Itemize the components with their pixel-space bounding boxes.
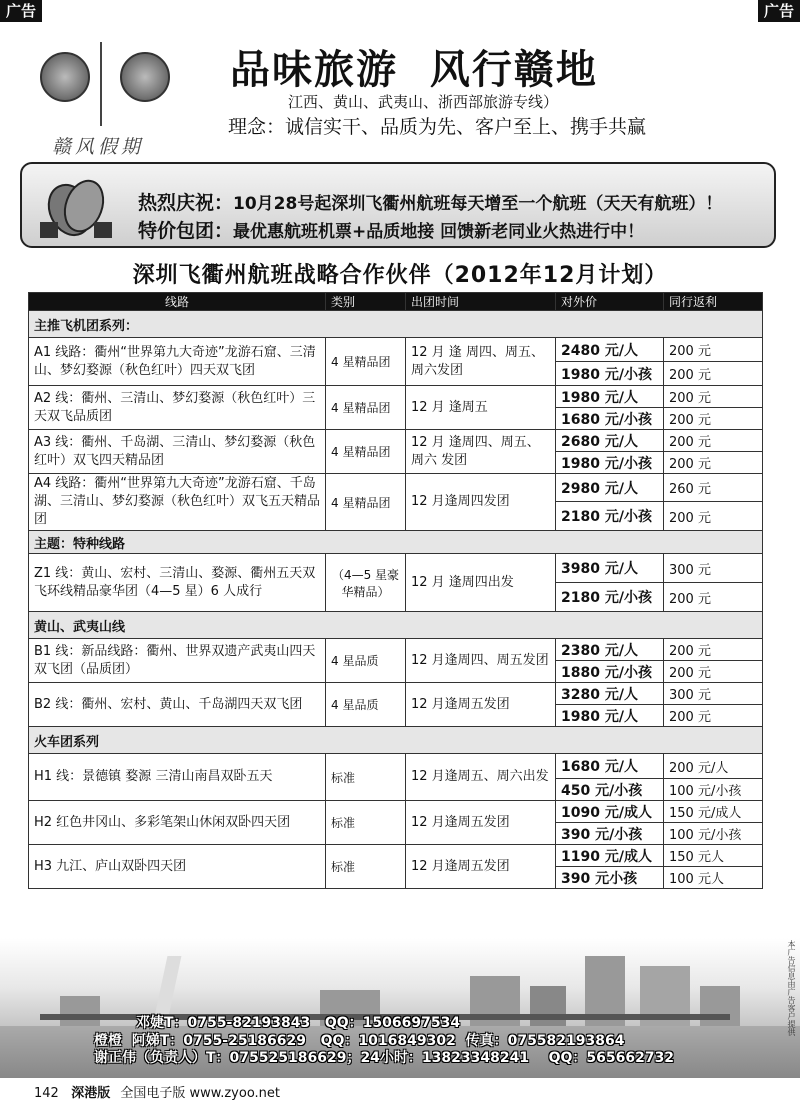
table-row: [29, 338, 763, 362]
table-title: 深圳飞衢州航班战略合作伙伴（2012年12月计划）: [132, 263, 668, 288]
rebate-cell: 260 元: [664, 474, 763, 502]
category-cell: 4 星精品团: [326, 386, 406, 430]
contact-line: 邓婕T：0755-82193843 QQ：1506697534: [136, 1015, 461, 1031]
price-cell: 2180 元/小孩: [556, 583, 664, 612]
route-cell: H1 线：景德镇 婺源 三清山南昌双卧五天: [29, 754, 326, 801]
header-divider: [100, 42, 102, 126]
table-row: [29, 386, 763, 408]
website-text: 全国电子版 www.zyoo.net: [120, 1086, 281, 1101]
ad-label-right: 广告: [758, 0, 800, 22]
section-row: [29, 531, 763, 554]
company-motto: 理念：诚信实干、品质为先、客户至上、携手共赢: [228, 116, 647, 138]
departure-cell: 12 月逢周五发团: [406, 845, 556, 889]
price-cell: 1980 元/小孩: [556, 452, 664, 474]
category-cell: 4 星精品团: [326, 474, 406, 531]
table-header-row: [29, 293, 763, 311]
special-offer-key: 特价包团：: [138, 220, 234, 242]
departure-cell: 12 月逢周五发团: [406, 801, 556, 845]
category-cell: 4 星品质: [326, 683, 406, 727]
page-footer: [34, 1082, 280, 1101]
route-cell: B2 线：衢州、宏村、黄山、千岛湖四天双飞团: [29, 683, 326, 727]
price-cell: 1680 元/小孩: [556, 408, 664, 430]
category-cell: 4 星精品团: [326, 338, 406, 386]
route-cell: A1 线路：衢州“世界第九大奇迹”龙游石窟、三清山、梦幻婺源（秋色红叶）四天双飞团: [29, 338, 326, 386]
rebate-cell: 100 元/小孩: [664, 779, 763, 801]
column-header: 同行返利: [664, 293, 763, 311]
departure-cell: 12 月 逢周五: [406, 386, 556, 430]
section-title: 主推飞机团系列：: [29, 311, 763, 338]
price-cell: 2680 元/人: [556, 430, 664, 452]
table-row: [29, 639, 763, 661]
building-shape: [60, 996, 100, 1026]
route-cell: A3 线：衢州、千岛湖、三清山、梦幻婺源（秋色红叶）双飞四天精品团: [29, 430, 326, 474]
table-row: [29, 474, 763, 502]
departure-cell: 12 月逢周五发团: [406, 683, 556, 727]
rebate-cell: 100 元人: [664, 867, 763, 889]
table-row: [29, 554, 763, 583]
rebate-cell: 200 元: [664, 639, 763, 661]
table-row: [29, 430, 763, 452]
departure-cell: 12 月 逢周四、周五、周六 发团: [406, 430, 556, 474]
section-title: 黄山、武夷山线: [29, 612, 763, 639]
rebate-cell: 200 元: [664, 386, 763, 408]
brand-logo-text: 赣风假期: [52, 136, 145, 158]
rebate-cell: 200 元: [664, 502, 763, 531]
departure-cell: 12 月逢周四发团: [406, 474, 556, 531]
rebate-cell: 200 元: [664, 362, 763, 386]
rebate-cell: 200 元: [664, 452, 763, 474]
table-row: [29, 683, 763, 705]
table-row: [29, 845, 763, 867]
price-cell: 390 元小孩: [556, 867, 664, 889]
price-cell: 1980 元/小孩: [556, 362, 664, 386]
price-cell: 2180 元/小孩: [556, 502, 664, 531]
price-cell: 2480 元/人: [556, 338, 664, 362]
police-emblem-icon: [40, 52, 90, 102]
rebate-cell: 150 元/成人: [664, 801, 763, 823]
price-cell: 1190 元/成人: [556, 845, 664, 867]
page-number: 142: [34, 1086, 59, 1101]
price-cell: 3980 元/人: [556, 554, 664, 583]
rebate-cell: 200 元/人: [664, 754, 763, 779]
route-cell: B1 线：新品线路：衢州、世界双遗产武夷山四天双飞团（品质团）: [29, 639, 326, 683]
route-cell: H3 九江、庐山双卧四天团: [29, 845, 326, 889]
special-offer-line: [138, 216, 644, 243]
route-cell: H2 红色井冈山、多彩笔架山休闲双卧四天团: [29, 801, 326, 845]
price-cell: 1880 元/小孩: [556, 661, 664, 683]
departure-cell: 12 月 逢周四出发: [406, 554, 556, 612]
category-cell: 标准: [326, 754, 406, 801]
rebate-cell: 200 元: [664, 705, 763, 727]
side-disclaimer: 本广告信息由广告客户提供: [787, 940, 796, 1036]
route-cell: A4 线路：衢州“世界第九大奇迹”龙游石窟、千岛湖、三清山、梦幻婺源（秋色红叶）双飞五天精品团: [29, 474, 326, 531]
rebate-cell: 300 元: [664, 683, 763, 705]
ad-label-left: 广告: [0, 0, 42, 22]
category-cell: 标准: [326, 801, 406, 845]
price-cell: 1090 元/成人: [556, 801, 664, 823]
section-row: [29, 311, 763, 338]
promo-banner: [20, 162, 776, 248]
celebration-line: [138, 188, 722, 215]
contact-line: 橙橙 阿娣T：0755-25186629 QQ：1016849302 传真：075582193864: [94, 1033, 625, 1049]
rebate-cell: 200 元: [664, 661, 763, 683]
police-emblem-icon: [120, 52, 170, 102]
clapping-hands-icon: [36, 170, 116, 242]
rebate-cell: 150 元人: [664, 845, 763, 867]
rebate-cell: 200 元: [664, 583, 763, 612]
special-offer-text: 最优惠航班机票+品质地接 回馈新老同业火热进行中！: [233, 222, 645, 242]
column-header: 出团时间: [406, 293, 556, 311]
category-cell: 4 星品质: [326, 639, 406, 683]
table-row: [29, 801, 763, 823]
price-cell: 390 元/小孩: [556, 823, 664, 845]
page-title: 品味旅游 风行赣地: [230, 47, 598, 93]
route-cell: Z1 线：黄山、宏村、三清山、婺源、衢州五天双飞环线精品豪华团（4—5 星）6 人成行: [29, 554, 326, 612]
category-cell: 标准: [326, 845, 406, 889]
departure-cell: 12 月 逢 周四、周五、周六发团: [406, 338, 556, 386]
category-cell: 4 星精品团: [326, 430, 406, 474]
rebate-cell: 200 元: [664, 408, 763, 430]
price-cell: 2380 元/人: [556, 639, 664, 661]
departure-cell: 12 月逢周五、周六出发: [406, 754, 556, 801]
section-title: 主题：特种线路: [29, 531, 763, 554]
rebate-cell: 300 元: [664, 554, 763, 583]
celebration-text: 10月28号起深圳飞衢州航班每天增至一个航班（天天有航班）！: [233, 194, 723, 214]
price-cell: 1980 元/人: [556, 705, 664, 727]
price-cell: 1680 元/人: [556, 754, 664, 779]
table-row: [29, 754, 763, 779]
column-header: 对外价: [556, 293, 664, 311]
rebate-cell: 200 元: [664, 338, 763, 362]
price-cell: 3280 元/人: [556, 683, 664, 705]
column-header: 类别: [326, 293, 406, 311]
departure-cell: 12 月逢周四、周五发团: [406, 639, 556, 683]
column-header: 线路: [29, 293, 326, 311]
section-row: [29, 612, 763, 639]
price-cell: 450 元/小孩: [556, 779, 664, 801]
contact-line: 谢正伟（负责人）T：075525186629；24小时：13823348241 QQ：565662732: [94, 1050, 675, 1066]
section-row: [29, 727, 763, 754]
rebate-cell: 200 元: [664, 430, 763, 452]
price-cell: 2980 元/人: [556, 474, 664, 502]
celebration-key: 热烈庆祝：: [138, 192, 234, 214]
edition-label: 深港版: [71, 1086, 111, 1101]
route-subtitle: 江西、黄山、武夷山、浙西部旅游专线）: [288, 93, 559, 111]
category-cell: （4—5 星豪华精品）: [326, 554, 406, 612]
route-cell: A2 线：衢州、三清山、梦幻婺源（秋色红叶）三天双飞品质团: [29, 386, 326, 430]
tour-price-table: [28, 292, 763, 889]
section-title: 火车团系列: [29, 727, 763, 754]
rebate-cell: 100 元/小孩: [664, 823, 763, 845]
price-cell: 1980 元/人: [556, 386, 664, 408]
